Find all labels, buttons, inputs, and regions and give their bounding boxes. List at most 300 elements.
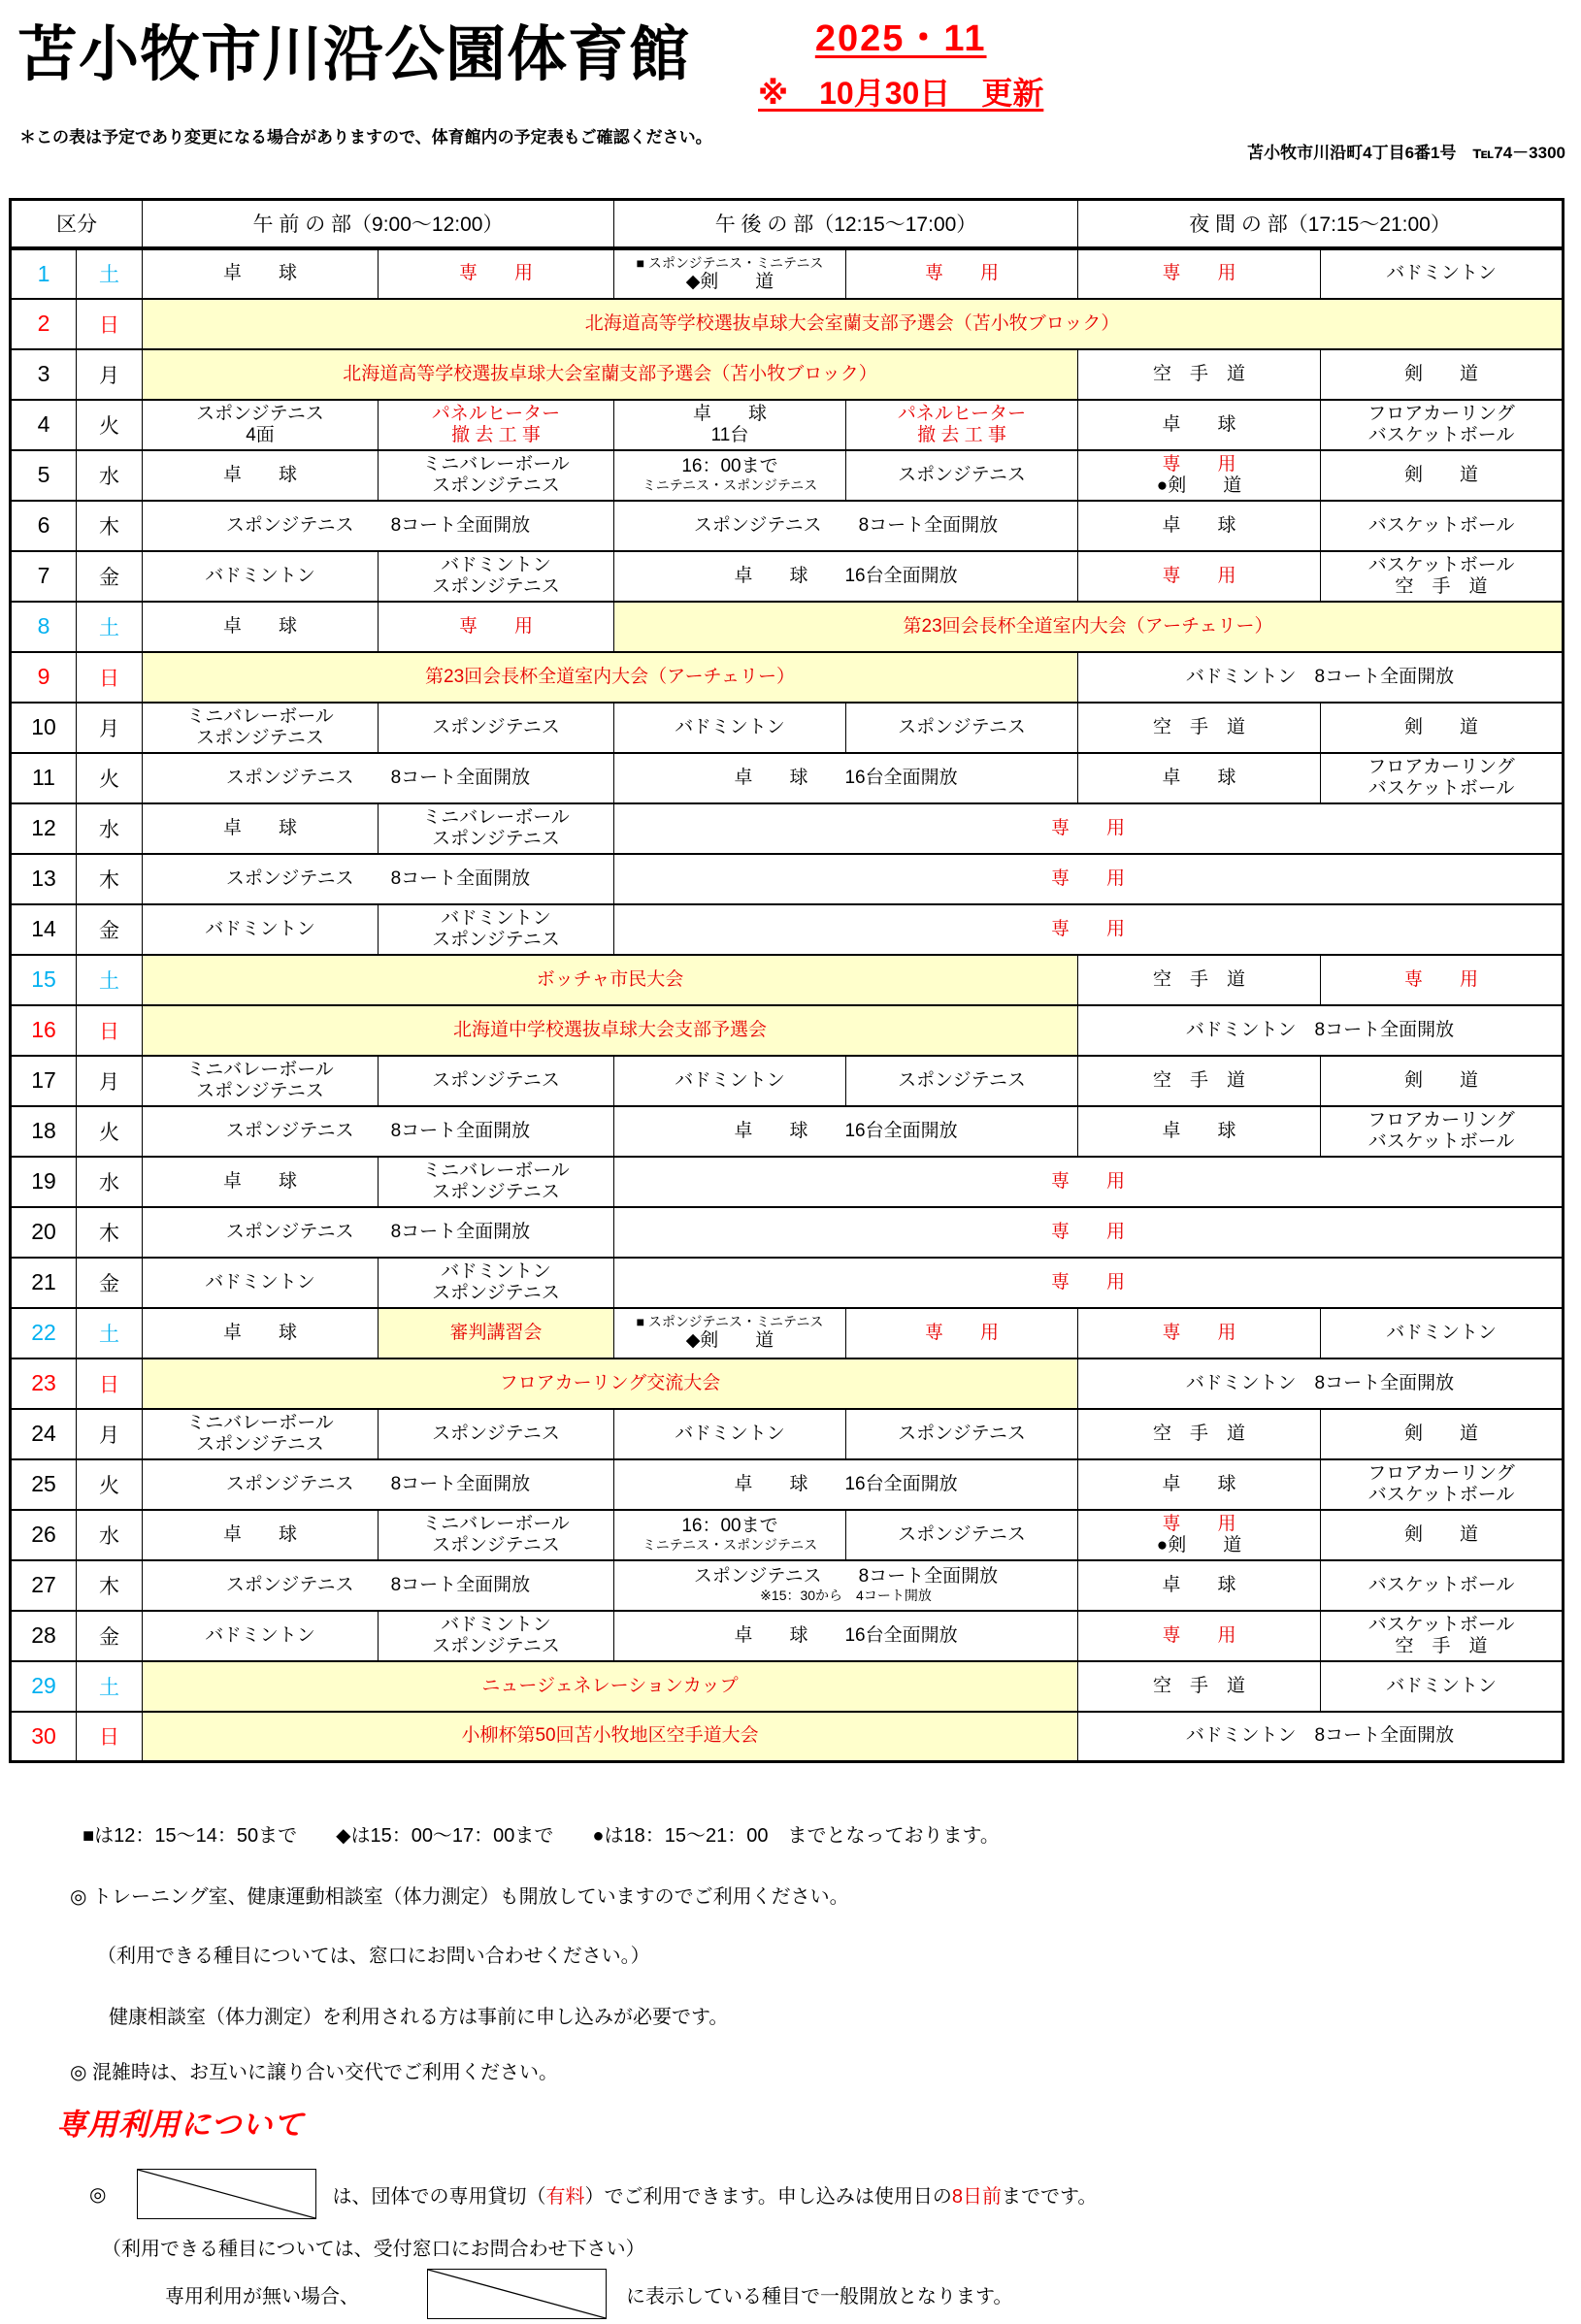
schedule-cell-line: バドミントン [1386, 263, 1497, 283]
schedule-cell [1078, 1106, 1321, 1157]
schedule-cell [1321, 1308, 1564, 1358]
private-use-line1-segment: ）でご利用できます。申し込みは使用日の [584, 2185, 952, 2208]
day-of-week: 日 [77, 652, 143, 703]
schedule-cell-line: 空 手 道 [1395, 1635, 1488, 1656]
schedule-cell-line: 卓 球 16台全面開放 [734, 1624, 958, 1646]
schedule-cell [614, 904, 1564, 955]
schedule-cell-line: 専 用 [925, 1322, 1000, 1343]
schedule-cell [143, 1106, 614, 1157]
schedule-cell-line: ミニテニス・スポンジテニス [642, 1537, 818, 1553]
schedule-cell-line: スポンジテニス 8コート全面開放 [225, 1221, 531, 1242]
day-of-week: 木 [77, 854, 143, 904]
schedule-cell [1078, 1358, 1564, 1409]
schedule-cell-line: 北海道高等学校選抜卓球大会室蘭支部予選会（苫小牧ブロック） [584, 312, 1120, 334]
schedule-cell [379, 1308, 614, 1358]
date-number: 21 [11, 1258, 77, 1308]
schedule-cell-line: バドミントン 8コート全面開放 [1185, 1019, 1455, 1040]
column-header-session: 午 後 の 部（12:15～17:00） [614, 200, 1078, 248]
schedule-cell [143, 349, 1078, 400]
schedule-row-8 [11, 602, 1564, 652]
schedule-cell [1321, 1409, 1564, 1459]
schedule-cell-line: 専 用 [1162, 1513, 1236, 1534]
schedule-cell [379, 703, 614, 753]
schedule-cell-line: 空 手 道 [1153, 1423, 1246, 1444]
date-number: 24 [11, 1409, 77, 1459]
day-of-week: 金 [77, 551, 143, 602]
schedule-cell-line: 卓 球 [1162, 413, 1236, 435]
day-of-week: 水 [77, 1510, 143, 1560]
column-header-session: 午 前 の 部（9:00～12:00） [143, 200, 614, 248]
schedule-row-20 [11, 1207, 1564, 1258]
schedule-cell-line: スポンジテニス [196, 727, 324, 748]
schedule-cell-line: バドミントン [205, 1271, 315, 1293]
schedule-cell [143, 1056, 379, 1106]
schedule-cell [846, 1308, 1078, 1358]
date-number: 22 [11, 1308, 77, 1358]
schedule-row-17 [11, 1056, 1564, 1106]
schedule-cell-line: ●剣 道 [1156, 475, 1242, 496]
schedule-cell [1078, 1409, 1321, 1459]
schedule-cell-line: 剣 道 [1404, 1069, 1479, 1091]
schedule-cell [143, 248, 379, 299]
schedule-cell-line: 専 用 [1162, 1322, 1236, 1343]
day-of-week: 火 [77, 1459, 143, 1510]
updated-label: ※ 10月30日 更新 [758, 76, 1044, 111]
schedule-cell-line: 専 用 [1051, 1271, 1126, 1293]
day-of-week: 月 [77, 1409, 143, 1459]
schedule-cell [1078, 248, 1321, 299]
schedule-cell [143, 299, 1564, 349]
schedule-cell-line: ◆剣 道 [685, 271, 774, 292]
schedule-cell-line: 卓 球 16台全面開放 [734, 767, 958, 788]
date-number: 27 [11, 1560, 77, 1611]
schedule-cell-line: 専 用 [458, 263, 533, 283]
schedule-cell-line: スポンジテニス [432, 716, 560, 737]
date-number: 25 [11, 1459, 77, 1510]
date-number: 8 [11, 602, 77, 652]
schedule-cell-line: 空 手 道 [1153, 968, 1246, 990]
private-use-line1 [89, 2169, 1581, 2219]
time-legend: ■は12：15～14：50まで ◆は15：00～17：00まで ●は18：15～21：00 までとなっております。 [82, 1825, 1000, 1847]
date-number: 1 [11, 248, 77, 299]
date-number: 16 [11, 1005, 77, 1056]
schedule-cell-line: 剣 道 [1404, 1523, 1479, 1545]
schedule-row-14 [11, 904, 1564, 955]
schedule-cell [846, 1409, 1078, 1459]
schedule-cell [614, 1157, 1564, 1207]
schedule-cell [143, 1157, 379, 1207]
day-of-week: 木 [77, 1560, 143, 1611]
schedule-cell-line: 専 用 [925, 263, 1000, 283]
schedule-cell-line: 卓 球 [692, 403, 767, 424]
schedule-cell-line: バドミントン [441, 554, 551, 575]
schedule-cell [846, 248, 1078, 299]
schedule-cell [1078, 1459, 1321, 1510]
schedule-cell-line: 北海道中学校選抜卓球大会支部予選会 [453, 1019, 768, 1040]
reserved-box-icon [427, 2269, 607, 2319]
date-number: 13 [11, 854, 77, 904]
private-use-line3 [165, 2269, 1581, 2319]
schedule-cell [614, 1510, 846, 1560]
date-number: 15 [11, 955, 77, 1005]
date-number: 7 [11, 551, 77, 602]
schedule-cell-line: 撤 去 工 事 [917, 424, 1006, 445]
schedule-cell-line: 空 手 道 [1153, 363, 1246, 384]
day-of-week: 土 [77, 1308, 143, 1358]
schedule-cell [1321, 349, 1564, 400]
schedule-cell-line: 専 用 [1051, 918, 1126, 939]
private-use-line3-before: 専用利用が無い場合、 [165, 2285, 359, 2308]
schedule-cell-line: バドミントン [675, 1069, 785, 1091]
schedule-cell-line: フロアカーリング [1367, 756, 1515, 777]
schedule-cell [1321, 955, 1564, 1005]
schedule-cell [1321, 1611, 1564, 1661]
schedule-cell [614, 753, 1078, 803]
schedule-cell [1321, 248, 1564, 299]
schedule-cell-line: ■ スポンジテニス・ミニテニス [636, 254, 824, 271]
note-consult-room: 健康相談室（体力測定）を利用される方は事前に申し込みが必要です。 [109, 2007, 729, 2028]
schedule-cell [143, 1409, 379, 1459]
schedule-cell-line: 卓 球 [222, 615, 297, 637]
schedule-cell-line: スポンジテニス [432, 929, 560, 950]
schedule-cell-line: フロアカーリング [1367, 1462, 1515, 1484]
schedule-cell [143, 1510, 379, 1560]
day-of-week: 日 [77, 1005, 143, 1056]
schedule-cell-line: 専 用 [1051, 867, 1126, 889]
day-of-week: 金 [77, 1611, 143, 1661]
date-number: 26 [11, 1510, 77, 1560]
schedule-cell [143, 1712, 1078, 1762]
date-number: 11 [11, 753, 77, 803]
schedule-cell [143, 803, 379, 854]
schedule-cell [1078, 1611, 1321, 1661]
schedule-cell-line: ■ スポンジテニス・ミニテニス [636, 1314, 824, 1329]
schedule-row-30 [11, 1712, 1564, 1762]
schedule-cell [1078, 400, 1321, 450]
schedule-cell [143, 854, 614, 904]
private-use-line3-after: に表示している種目で一般開放となります。 [626, 2285, 1013, 2308]
month-label: 2025・11 [814, 18, 987, 59]
schedule-cell-line: ミニバレーボール [186, 1059, 334, 1080]
schedule-cell-line: パネルヒーター [897, 403, 1027, 424]
schedule-cell [1078, 955, 1321, 1005]
schedule-cell [379, 803, 614, 854]
schedule-cell-line: 卓 球 16台全面開放 [734, 1120, 958, 1141]
schedule-cell-line: スポンジテニス [432, 1069, 560, 1091]
schedule-cell-line: 剣 道 [1404, 363, 1479, 384]
schedule-cell-line: 専 用 [1162, 1624, 1236, 1646]
schedule-cell-line: バドミントン [205, 565, 315, 586]
schedule-cell-line: バスケットボール [1367, 514, 1515, 536]
schedule-body [11, 248, 1564, 1762]
day-of-week: 木 [77, 1207, 143, 1258]
schedule-cell [143, 652, 1078, 703]
schedule-cell [1321, 1560, 1564, 1611]
schedule-cell-line: バドミントン [675, 716, 785, 737]
page-header [0, 0, 1581, 114]
schedule-cell [614, 1106, 1078, 1157]
schedule-cell [143, 1358, 1078, 1409]
schedule-cell-line: スポンジテニス 8コート全面開放 [225, 514, 531, 536]
date-number: 12 [11, 803, 77, 854]
schedule-cell [143, 955, 1078, 1005]
schedule-cell [143, 1611, 379, 1661]
schedule-cell-line: 卓 球 [222, 1322, 297, 1343]
note-inquiry: （利用できる種目については、窓口にお問い合わせください。） [97, 1946, 650, 1967]
schedule-cell-line: ミニバレーボール [186, 1412, 334, 1433]
schedule-cell [379, 602, 614, 652]
schedule-row-25 [11, 1459, 1564, 1510]
schedule-row-12 [11, 803, 1564, 854]
schedule-cell-line: 卓 球 [1162, 1120, 1236, 1141]
schedule-table [9, 198, 1565, 1763]
schedule-cell-line: フロアカーリング交流大会 [499, 1372, 721, 1393]
schedule-cell-line: バドミントン [205, 1624, 315, 1646]
date-number: 30 [11, 1712, 77, 1762]
schedule-cell-line: 空 手 道 [1153, 1069, 1246, 1091]
day-of-week: 金 [77, 904, 143, 955]
schedule-row-13 [11, 854, 1564, 904]
schedule-cell-line: スポンジテニス [898, 1523, 1026, 1545]
schedule-cell-line: ボッチャ市民大会 [536, 968, 684, 990]
schedule-cell-line: ニュージェネレーションカップ [481, 1675, 739, 1696]
schedule-row-6 [11, 501, 1564, 551]
schedule-cell-line: バスケットボール [1367, 424, 1515, 445]
schedule-cell-line: スポンジテニス 8コート全面開放 [693, 1566, 999, 1587]
schedule-cell [379, 400, 614, 450]
schedule-cell [1321, 1056, 1564, 1106]
schedule-cell-line: バドミントン [675, 1423, 785, 1444]
schedule-cell-line: バドミントン [441, 1260, 551, 1282]
schedule-cell-line: バスケットボール [1367, 554, 1515, 575]
schedule-row-16 [11, 1005, 1564, 1056]
schedule-cell-line: 空 手 道 [1153, 716, 1246, 737]
schedule-cell-line: ※15：30から 4コート開放 [760, 1588, 932, 1603]
day-of-week: 月 [77, 349, 143, 400]
schedule-cell-line: 専 用 [1162, 565, 1236, 586]
schedule-cell-line: フロアカーリング [1367, 403, 1515, 424]
schedule-cell [379, 450, 614, 501]
schedule-notice: ＊この表は予定であり変更になる場合がありますので、体育館内の予定表もご確認ください。 [19, 128, 712, 147]
schedule-cell-line: スポンジテニス [196, 1433, 324, 1455]
schedule-cell [143, 602, 379, 652]
schedule-cell [1078, 450, 1321, 501]
schedule-cell [614, 1308, 846, 1358]
schedule-cell [379, 1510, 614, 1560]
schedule-cell-line: スポンジテニス 8コート全面開放 [693, 514, 999, 536]
schedule-cell-line: バスケットボール [1367, 1574, 1515, 1595]
schedule-cell-line: スポンジテニス 8コート全面開放 [225, 1473, 531, 1494]
schedule-cell-line: スポンジテニス [898, 464, 1026, 485]
date-number: 18 [11, 1106, 77, 1157]
schedule-cell [1078, 652, 1564, 703]
subheader [0, 114, 1581, 163]
schedule-cell-line: 審判講習会 [449, 1322, 543, 1343]
schedule-row-19 [11, 1157, 1564, 1207]
schedule-cell-line: ミニバレーボール [422, 806, 570, 828]
schedule-cell [143, 551, 379, 602]
schedule-cell-line: バドミントン [441, 907, 551, 929]
schedule-cell-line: バドミントン 8コート全面開放 [1185, 1372, 1455, 1393]
day-of-week: 火 [77, 753, 143, 803]
double-circle-mark: ◎ [89, 2183, 107, 2206]
schedule-cell [1321, 753, 1564, 803]
schedule-row-23 [11, 1358, 1564, 1409]
schedule-cell-line: 第23回会長杯全道室内大会（アーチェリー） [425, 666, 795, 687]
schedule-cell-line: スポンジテニス [432, 1181, 560, 1202]
schedule-cell [1078, 1712, 1564, 1762]
schedule-row-28 [11, 1611, 1564, 1661]
schedule-cell-line: 卓 球 [1162, 514, 1236, 536]
facility-address: 苫小牧市川沿町4丁目6番1号 ℡74－3300 [1247, 144, 1565, 162]
private-use-line1-segment: 8日前 [951, 2185, 1002, 2208]
schedule-cell [1321, 1106, 1564, 1157]
schedule-row-29 [11, 1661, 1564, 1712]
schedule-cell-line: スポンジテニス 8コート全面開放 [225, 1574, 531, 1595]
schedule-cell [379, 1409, 614, 1459]
schedule-cell [1078, 349, 1321, 400]
private-use-heading: 専用利用について [56, 2108, 305, 2142]
schedule-cell-line: スポンジテニス 8コート全面開放 [225, 1120, 531, 1141]
schedule-cell-line: 卓 球 [1162, 767, 1236, 788]
schedule-row-11 [11, 753, 1564, 803]
schedule-cell-line: ミニテニス・スポンジテニス [642, 477, 818, 493]
schedule-cell [846, 1056, 1078, 1106]
schedule-cell-line: バドミントン [1386, 1322, 1497, 1343]
schedule-cell-line: 北海道高等学校選抜卓球大会室蘭支部予選会（苫小牧ブロック） [343, 363, 877, 384]
schedule-cell [614, 450, 846, 501]
schedule-cell [143, 904, 379, 955]
schedule-cell [1078, 753, 1321, 803]
column-header-session: 夜 間 の 部（17:15～21:00） [1078, 200, 1564, 248]
schedule-row-22 [11, 1308, 1564, 1358]
schedule-cell [379, 248, 614, 299]
date-box [758, 8, 1043, 114]
date-number: 6 [11, 501, 77, 551]
day-of-week: 火 [77, 1106, 143, 1157]
date-number: 10 [11, 703, 77, 753]
schedule-cell [614, 1258, 1564, 1308]
schedule-cell-line: 卓 球 [222, 263, 297, 283]
schedule-cell-line: 剣 道 [1404, 1423, 1479, 1444]
schedule-cell [143, 450, 379, 501]
schedule-cell [1078, 551, 1321, 602]
schedule-cell [614, 1560, 1078, 1611]
schedule-cell [379, 1258, 614, 1308]
schedule-cell-line: 11台 [710, 424, 749, 445]
date-number: 29 [11, 1661, 77, 1712]
schedule-cell [846, 703, 1078, 753]
date-number: 9 [11, 652, 77, 703]
schedule-cell [1078, 1005, 1564, 1056]
schedule-cell-line: 専 用 [458, 615, 533, 637]
schedule-cell-line: 卓 球 [1162, 1574, 1236, 1595]
schedule-cell-line: バスケットボール [1367, 1484, 1515, 1505]
schedule-cell [614, 1207, 1564, 1258]
schedule-cell-line: ミニバレーボール [422, 453, 570, 475]
day-of-week: 水 [77, 1157, 143, 1207]
schedule-cell-line: 卓 球 16台全面開放 [734, 1473, 958, 1494]
schedule-cell-line: スポンジテニス [432, 475, 560, 496]
schedule-cell-line: 剣 道 [1404, 716, 1479, 737]
schedule-cell-line: 卓 球 [222, 1523, 297, 1545]
date-number: 28 [11, 1611, 77, 1661]
schedule-row-1 [11, 248, 1564, 299]
schedule-cell-line: 第23回会長杯全道室内大会（アーチェリー） [903, 615, 1273, 637]
page-title: 苫小牧市川沿公園体育館 [17, 21, 691, 88]
schedule-cell [846, 400, 1078, 450]
schedule-cell-line: スポンジテニス [432, 828, 560, 849]
day-of-week: 木 [77, 501, 143, 551]
schedule-cell-line: 卓 球 16台全面開放 [734, 565, 958, 586]
schedule-cell-line: 卓 球 [222, 1170, 297, 1192]
schedule-cell-line: バドミントン [205, 918, 315, 939]
schedule-cell-line: スポンジテニス [432, 1635, 560, 1656]
schedule-cell-line: 16：00まで [681, 456, 778, 476]
private-use-line1-segment: 有料 [545, 2185, 585, 2208]
schedule-cell [614, 400, 846, 450]
schedule-cell-line: スポンジテニス [898, 1423, 1026, 1444]
schedule-cell [614, 854, 1564, 904]
schedule-cell [143, 1661, 1078, 1712]
day-of-week: 日 [77, 1712, 143, 1762]
schedule-cell [614, 1409, 846, 1459]
schedule-row-21 [11, 1258, 1564, 1308]
schedule-cell [614, 1459, 1078, 1510]
schedule-cell [1078, 1056, 1321, 1106]
schedule-cell-line: 4面 [246, 424, 275, 445]
schedule-cell-line: ●剣 道 [1156, 1534, 1242, 1555]
schedule-cell [379, 551, 614, 602]
day-of-week: 日 [77, 1358, 143, 1409]
schedule-cell [143, 1258, 379, 1308]
schedule-row-27 [11, 1560, 1564, 1611]
schedule-header-row [11, 200, 1564, 248]
schedule-cell-line: スポンジテニス [432, 1282, 560, 1303]
day-of-week: 月 [77, 703, 143, 753]
schedule-cell-line: 空 手 道 [1395, 575, 1488, 597]
schedule-cell [379, 1611, 614, 1661]
date-number: 20 [11, 1207, 77, 1258]
schedule-cell [1321, 501, 1564, 551]
schedule-cell-line: ミニバレーボール [422, 1513, 570, 1534]
schedule-cell [614, 1611, 1078, 1661]
schedule-cell [1321, 1459, 1564, 1510]
day-of-week: 水 [77, 803, 143, 854]
schedule-cell-line: スポンジテニス [196, 403, 324, 424]
schedule-cell-line: スポンジテニス [196, 1080, 324, 1101]
schedule-cell [846, 1510, 1078, 1560]
schedule-cell [143, 703, 379, 753]
schedule-row-24 [11, 1409, 1564, 1459]
schedule-head [11, 200, 1564, 248]
day-of-week: 土 [77, 602, 143, 652]
schedule-cell [1321, 551, 1564, 602]
schedule-row-2 [11, 299, 1564, 349]
schedule-cell-line: スポンジテニス 8コート全面開放 [225, 767, 531, 788]
day-of-week: 金 [77, 1258, 143, 1308]
schedule-cell-line: パネルヒーター [431, 403, 561, 424]
date-number: 23 [11, 1358, 77, 1409]
schedule-cell-line: 専 用 [1162, 453, 1236, 475]
schedule-cell-line: バドミントン [1386, 1675, 1497, 1696]
schedule-row-7 [11, 551, 1564, 602]
schedule-cell [1078, 1510, 1321, 1560]
private-use-line1-segment: は、団体での専用貸切（ [332, 2185, 546, 2208]
schedule-cell-line: 卓 球 [1162, 1473, 1236, 1494]
schedule-row-9 [11, 652, 1564, 703]
day-of-week: 日 [77, 299, 143, 349]
